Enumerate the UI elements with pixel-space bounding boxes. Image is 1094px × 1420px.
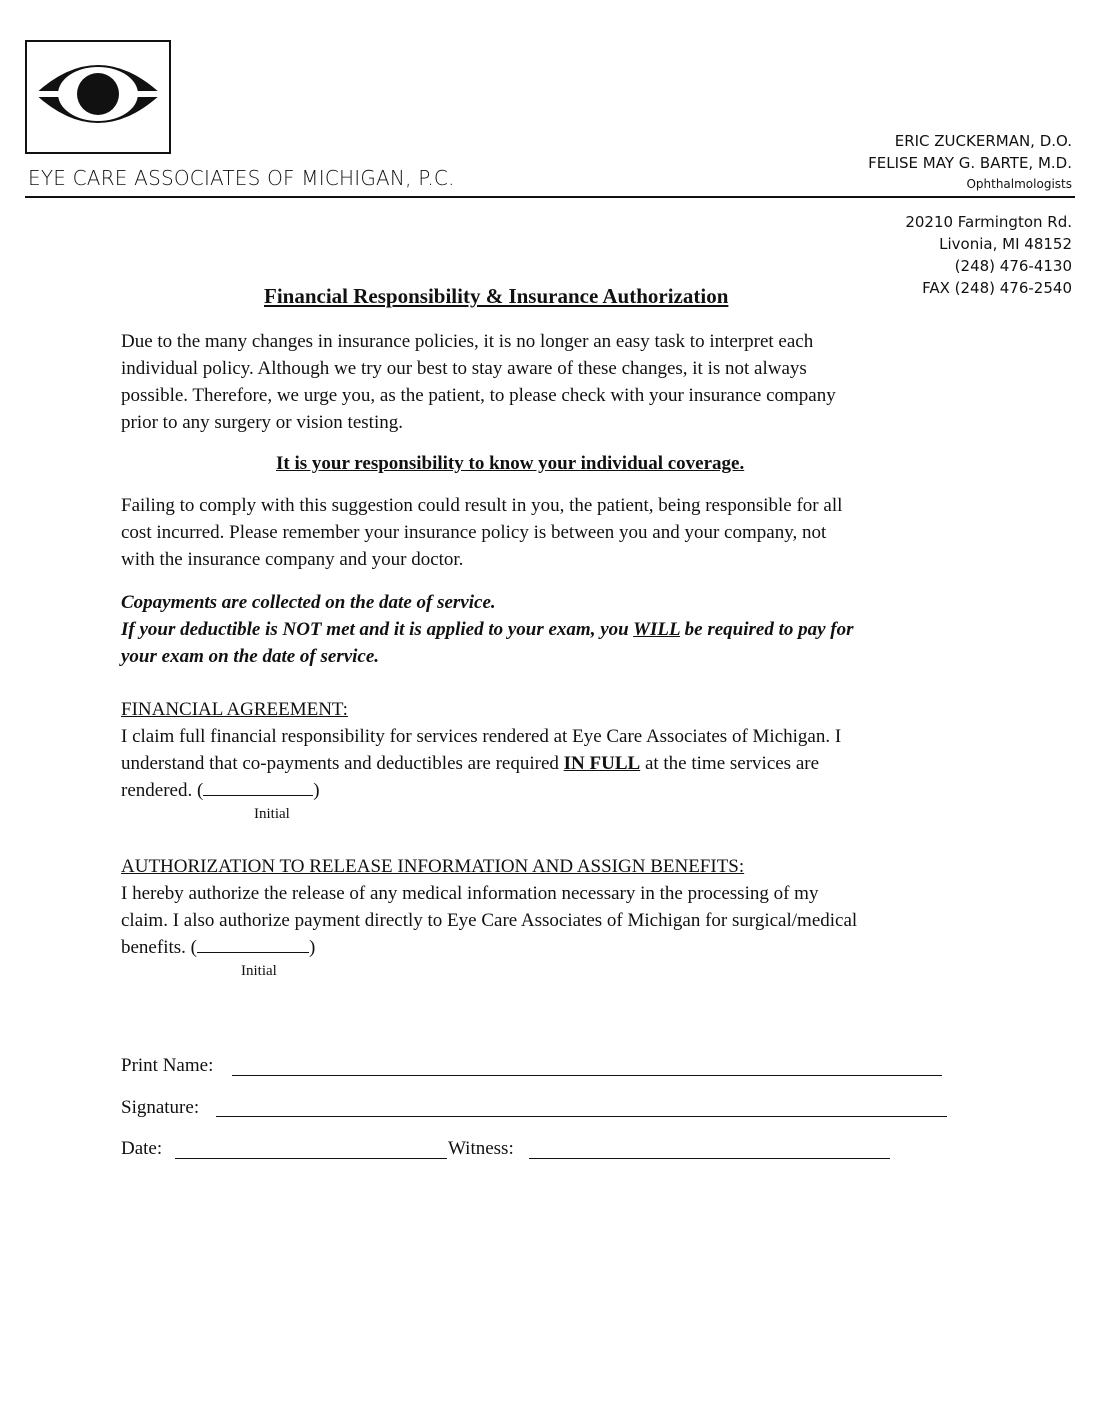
print-name-field[interactable] [232,1075,942,1076]
copay-line: your exam on the date of service. [121,646,380,667]
initial-line [121,934,981,961]
doctor-list [868,130,1072,194]
paragraph-line: with the insurance company and your doctor. [121,549,464,570]
witness-field[interactable] [529,1158,890,1159]
doctor-name: ERIC ZUCKERMAN, D.O. [894,132,1072,150]
initial-line [121,777,981,804]
document-title: Financial Responsibility & Insurance Authorization [264,284,729,308]
practice-name: EYE CARE ASSOCIATES OF MICHIGAN, P.C. [28,166,455,190]
agreement-text-end: at the time services are [640,753,820,774]
initial-prefix: benefits. ( [121,937,197,958]
witness-label: Witness: [448,1138,514,1159]
deductible-text-end: be required to pay for [679,619,854,640]
date-field[interactable] [175,1158,447,1159]
signature-label: Signature: [121,1097,200,1118]
authorization-initial-label: Initial [241,963,277,979]
agreement-line [121,750,981,777]
authorization-line: claim. I also authorize payment directly to Eye Care Associates of Michigan for surgical/medical [121,910,858,931]
practice-logo [25,40,171,154]
date-label: Date: [121,1138,163,1159]
financial-initial-field[interactable] [203,777,313,796]
practice-address [905,211,1072,299]
financial-initial-label: Initial [254,806,290,822]
compliance-paragraph [121,492,981,573]
initial-prefix: rendered. ( [121,780,204,801]
intro-paragraph [121,328,981,436]
specialty: Ophthalmologists [966,177,1072,191]
address-city: Livonia, MI 48152 [939,235,1072,253]
address-street: 20210 Farmington Rd. [905,213,1072,231]
financial-agreement-section [121,696,981,804]
eye-logo-icon [27,42,169,152]
print-name-label: Print Name: [121,1055,214,1076]
paragraph-line: possible. Therefore, we urge you, as the patient, to please check with your insurance company [121,385,836,406]
paragraph-line: prior to any surgery or vision testing. [121,412,403,433]
initial-suffix: ) [308,937,316,958]
in-full-emphasis: IN FULL [563,753,641,774]
deductible-text: If your deductible is NOT met and it is applied to your exam, you [121,619,634,640]
authorization-section [121,853,981,961]
signature-field[interactable] [216,1116,947,1117]
agreement-line: I claim full financial responsibility for services rendered at Eye Care Associates of Michigan. I [121,726,842,747]
authorization-line: I hereby authorize the release of any medical information necessary in the processing of my [121,883,819,904]
address-phone: (248) 476-4130 [954,257,1072,275]
responsibility-notice: It is your responsibility to know your individual coverage. [276,453,745,474]
paragraph-line: Due to the many changes in insurance policies, it is no longer an easy task to interpret each [121,331,814,352]
paragraph-line: individual policy. Although we try our best to stay aware of these changes, it is not always [121,358,807,379]
initial-suffix: ) [313,780,320,801]
authorization-heading: AUTHORIZATION TO RELEASE INFORMATION AND ASSIGN BENEFITS: [121,856,745,877]
financial-agreement-heading: FINANCIAL AGREEMENT: [121,699,348,720]
will-emphasis: WILL [633,619,680,640]
doctor-name: FELISE MAY G. BARTE, M.D. [868,154,1072,172]
deductible-line [121,616,981,643]
copay-line: Copayments are collected on the date of service. [121,592,496,613]
copay-notice [121,589,981,670]
authorization-initial-field[interactable] [197,934,309,953]
paragraph-line: Failing to comply with this suggestion could result in you, the patient, being responsible for all [121,495,843,516]
address-fax: FAX (248) 476-2540 [922,279,1072,297]
paragraph-line: cost incurred. Please remember your insurance policy is between you and your company, not [121,522,827,543]
agreement-text: understand that co-payments and deductibles are required [121,753,564,774]
header-divider [25,196,1075,198]
